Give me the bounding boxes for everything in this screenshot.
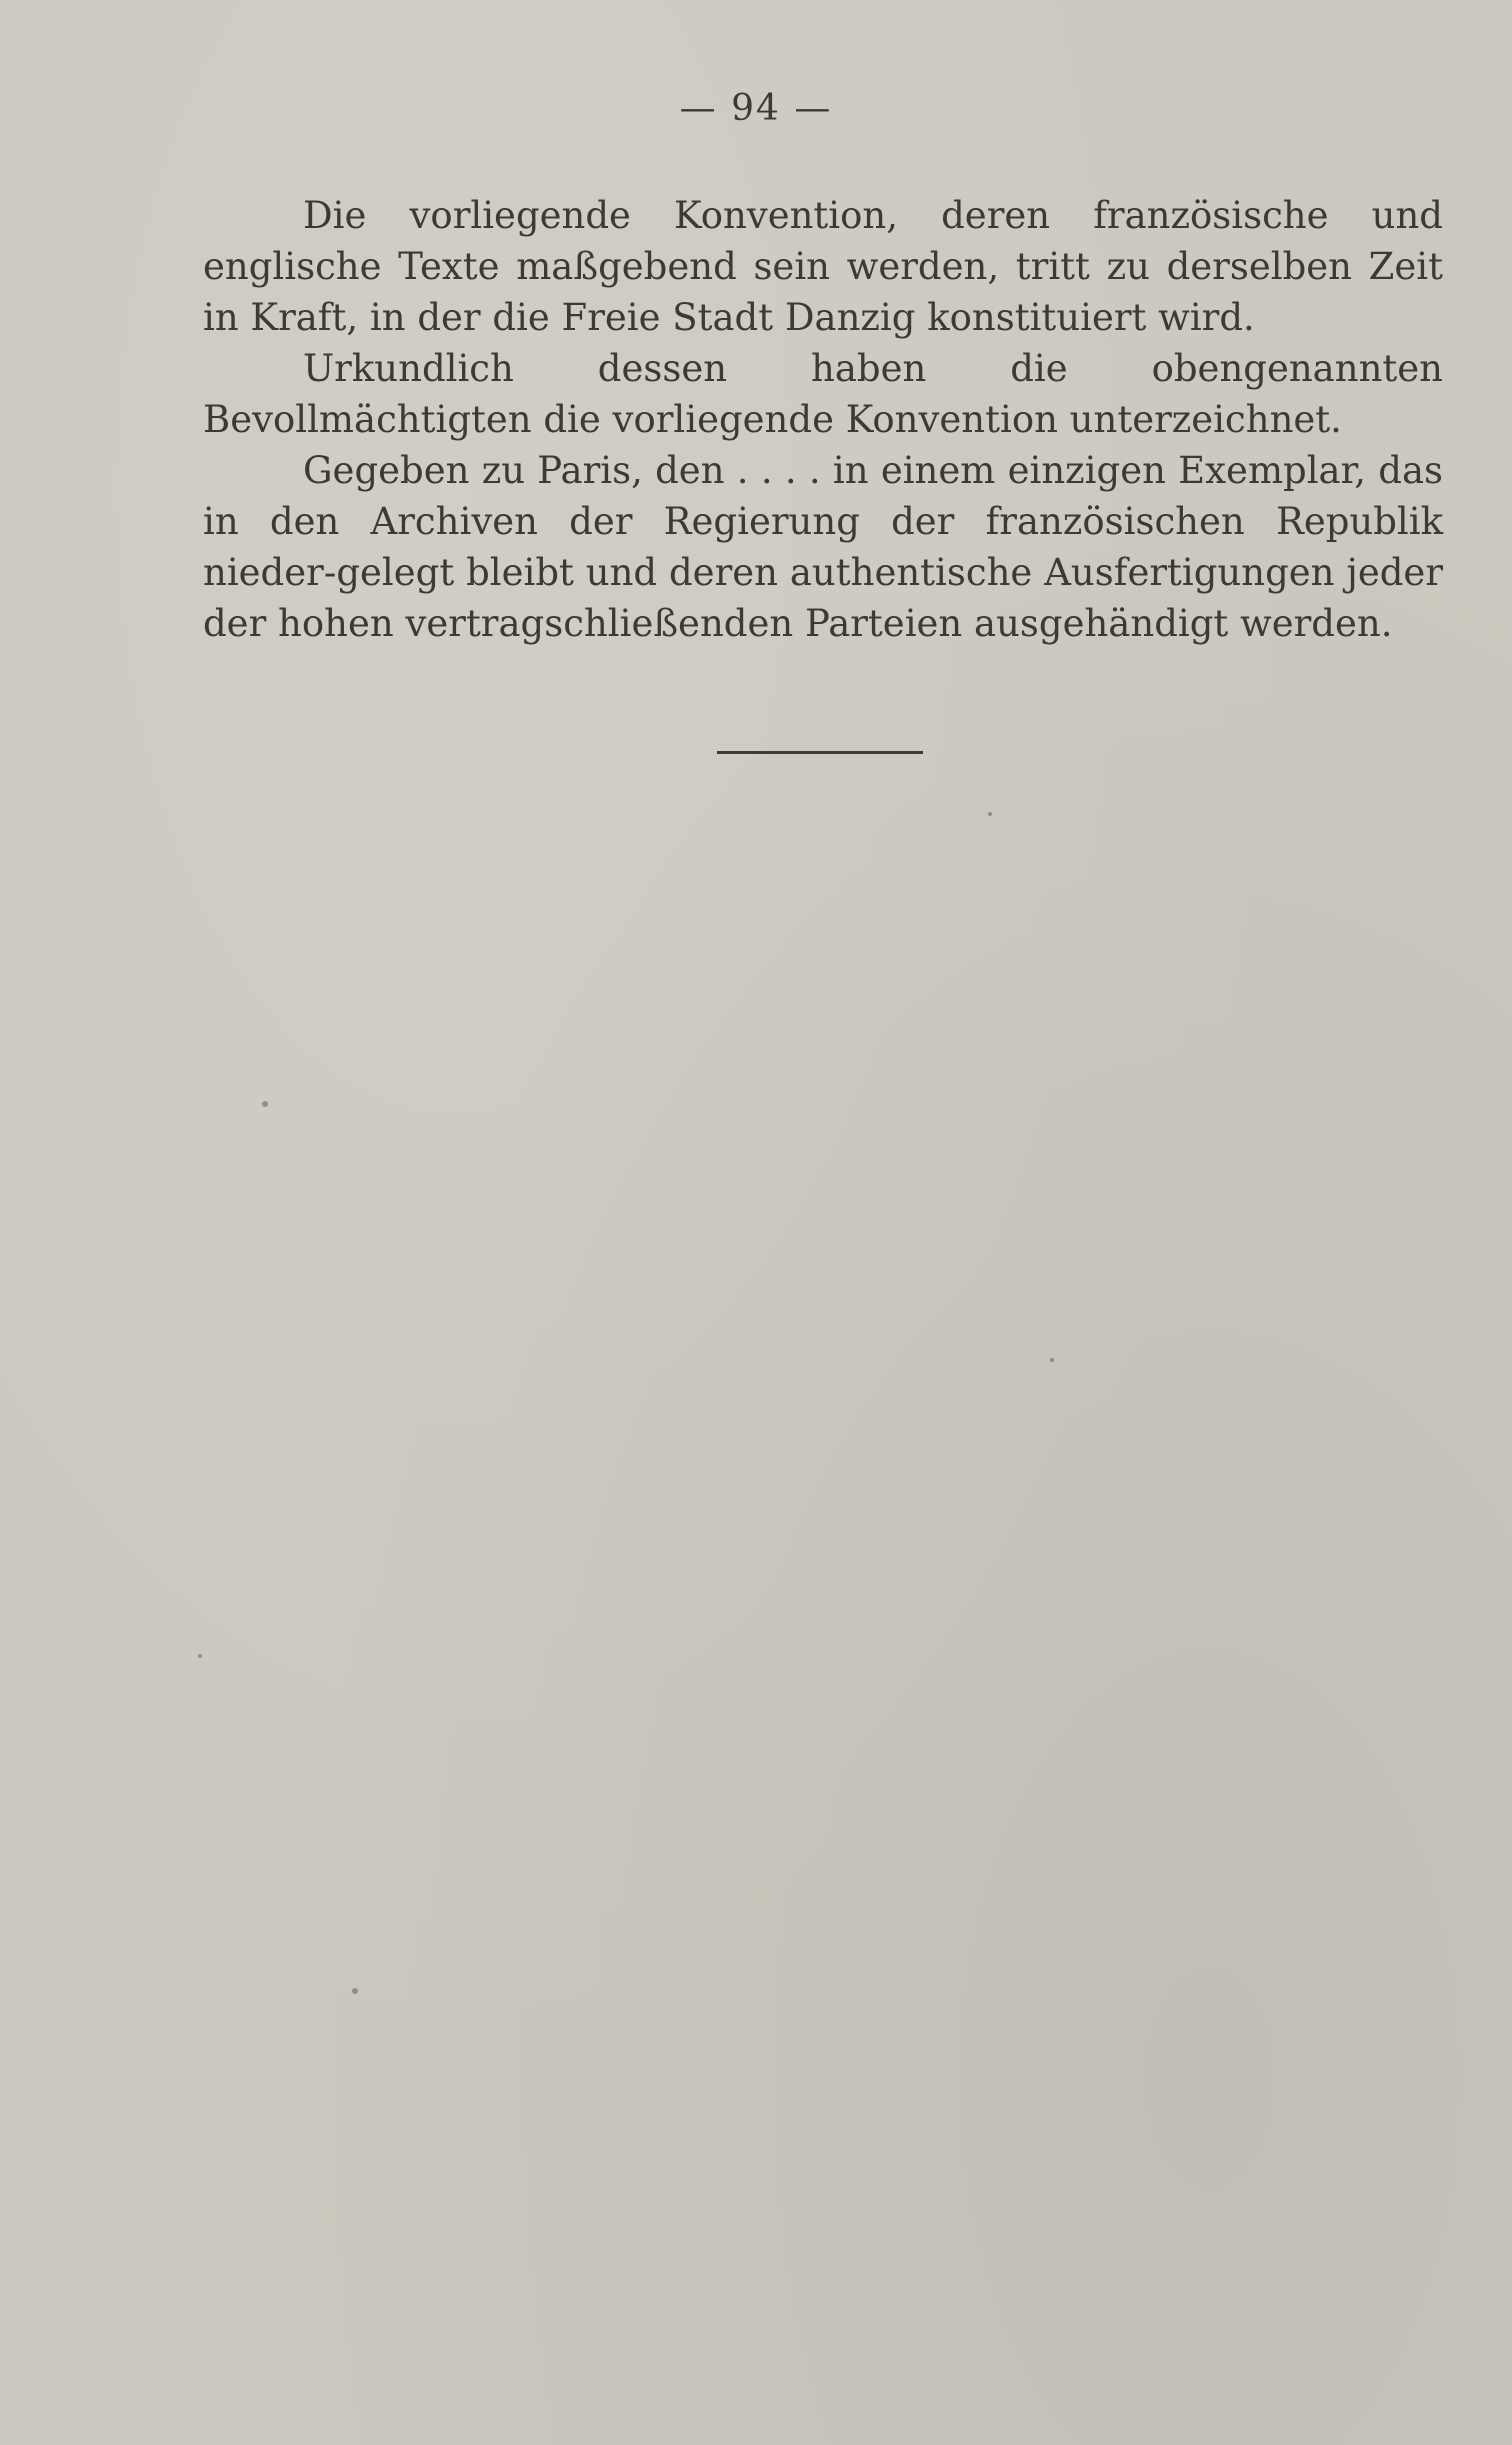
paper-speck (988, 812, 992, 816)
paragraph-done-at-paris: Gegeben zu Paris, den . . . . in einem einzigen Exemplar, das in den Archiven der Regierung der französischen Republik nieder-gelegt bleibt und deren authentische Ausfertigungen jeder der hohen vertragschließenden Parteien ausgehändigt werden. (203, 449, 1443, 645)
paragraph-entry-into-force: Die vorliegende Konvention, deren französische und englische Texte maßgebend sein werden, tritt zu derselben Zeit in Kraft, in der die Freie Stadt Danzig konstituiert wird. (203, 194, 1443, 339)
paper-speck (352, 1988, 358, 1994)
body-text (203, 190, 1443, 649)
section-divider (717, 751, 923, 754)
paper-speck (1050, 1358, 1054, 1362)
paragraph-signature-clause: Urkundlich dessen haben die obengenannten Bevollmächtigten die vorliegende Konvention unterzeichnet. (203, 347, 1443, 441)
page-number: — 94 — (679, 88, 833, 129)
paper-speck (198, 1654, 202, 1658)
paper-speck (262, 1101, 268, 1107)
